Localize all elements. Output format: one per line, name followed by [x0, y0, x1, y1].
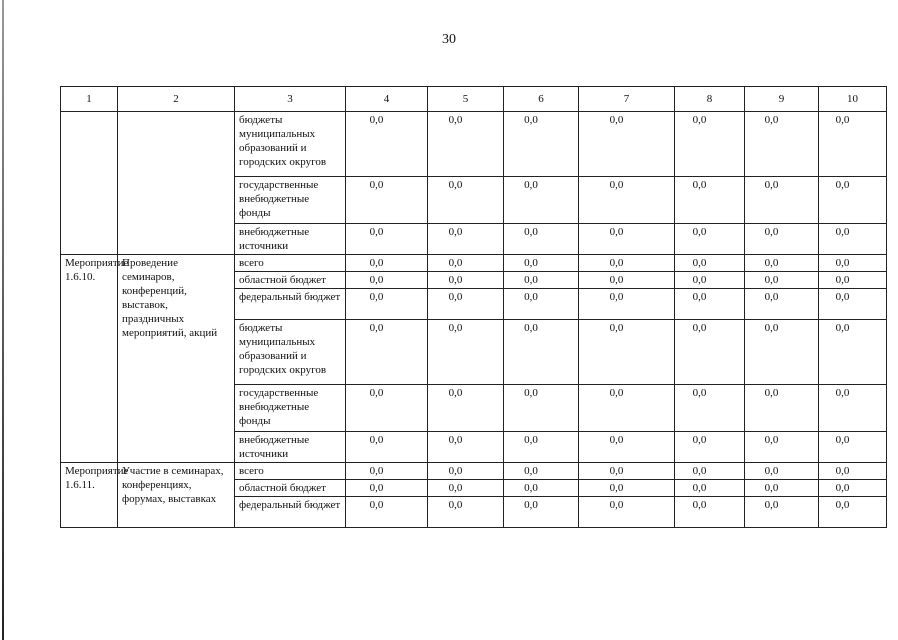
activity-title-cell: Проведение семинаров, конференций, выставок, праздничных мероприятий, акций [118, 255, 235, 463]
value-cell: 0,0 [346, 272, 428, 289]
funding-source: федеральный бюджет [235, 497, 346, 528]
value-cell: 0,0 [675, 112, 745, 177]
funding-source: всего [235, 255, 346, 272]
value-cell: 0,0 [675, 385, 745, 432]
header-cell: 5 [428, 87, 504, 112]
value-cell: 0,0 [579, 224, 675, 255]
value-cell: 0,0 [819, 480, 887, 497]
funding-source: федеральный бюджет [235, 289, 346, 320]
header-cell: 1 [61, 87, 118, 112]
value-cell: 0,0 [579, 497, 675, 528]
funding-source: бюджеты муниципальных образований и городских округов [235, 112, 346, 177]
funding-source: областной бюджет [235, 480, 346, 497]
value-cell: 0,0 [579, 385, 675, 432]
funding-source: государственные внебюджетные фонды [235, 385, 346, 432]
value-cell: 0,0 [745, 255, 819, 272]
header-cell: 4 [346, 87, 428, 112]
header-cell: 7 [579, 87, 675, 112]
value-cell: 0,0 [579, 432, 675, 463]
value-cell: 0,0 [819, 320, 887, 385]
value-cell: 0,0 [346, 255, 428, 272]
value-cell: 0,0 [504, 385, 579, 432]
value-cell: 0,0 [428, 255, 504, 272]
value-cell: 0,0 [819, 289, 887, 320]
funding-source: государственные внебюджетные фонды [235, 177, 346, 224]
value-cell: 0,0 [504, 320, 579, 385]
value-cell: 0,0 [745, 272, 819, 289]
value-cell: 0,0 [428, 480, 504, 497]
activity-code-cell: Мероприятие 1.6.10. [61, 255, 118, 463]
value-cell: 0,0 [346, 497, 428, 528]
value-cell: 0,0 [504, 255, 579, 272]
value-cell: 0,0 [675, 320, 745, 385]
value-cell: 0,0 [819, 385, 887, 432]
value-cell: 0,0 [346, 112, 428, 177]
value-cell: 0,0 [346, 289, 428, 320]
value-cell: 0,0 [346, 480, 428, 497]
activity-code-cell: Мероприятие 1.6.11. [61, 463, 118, 528]
value-cell: 0,0 [675, 463, 745, 480]
value-cell: 0,0 [675, 255, 745, 272]
value-cell: 0,0 [675, 480, 745, 497]
value-cell: 0,0 [579, 289, 675, 320]
page-number: 30 [442, 32, 456, 47]
value-cell: 0,0 [579, 112, 675, 177]
table-header-row [61, 87, 887, 112]
value-cell: 0,0 [745, 224, 819, 255]
value-cell: 0,0 [819, 432, 887, 463]
table-row [61, 255, 887, 272]
value-cell: 0,0 [745, 480, 819, 497]
value-cell: 0,0 [745, 320, 819, 385]
value-cell: 0,0 [675, 432, 745, 463]
value-cell: 0,0 [579, 272, 675, 289]
value-cell: 0,0 [675, 272, 745, 289]
value-cell: 0,0 [675, 289, 745, 320]
table-row [61, 463, 887, 480]
value-cell: 0,0 [675, 177, 745, 224]
value-cell: 0,0 [745, 385, 819, 432]
value-cell: 0,0 [745, 112, 819, 177]
value-cell: 0,0 [745, 177, 819, 224]
activity-code-cell [61, 112, 118, 255]
value-cell: 0,0 [428, 385, 504, 432]
value-cell: 0,0 [819, 224, 887, 255]
value-cell: 0,0 [428, 272, 504, 289]
page-edge-line [2, 0, 4, 640]
value-cell: 0,0 [504, 177, 579, 224]
value-cell: 0,0 [346, 463, 428, 480]
header-cell: 2 [118, 87, 235, 112]
header-cell: 10 [819, 87, 887, 112]
value-cell: 0,0 [504, 272, 579, 289]
value-cell: 0,0 [579, 480, 675, 497]
value-cell: 0,0 [504, 463, 579, 480]
funding-source: внебюджетные источники [235, 432, 346, 463]
header-cell: 3 [235, 87, 346, 112]
value-cell: 0,0 [504, 112, 579, 177]
value-cell: 0,0 [428, 112, 504, 177]
value-cell: 0,0 [346, 224, 428, 255]
value-cell: 0,0 [346, 432, 428, 463]
value-cell: 0,0 [346, 177, 428, 224]
value-cell: 0,0 [745, 497, 819, 528]
value-cell: 0,0 [504, 497, 579, 528]
value-cell: 0,0 [745, 432, 819, 463]
value-cell: 0,0 [346, 385, 428, 432]
activity-title-cell: Участие в семинарах, конференциях, форумах, выставках [118, 463, 235, 528]
value-cell: 0,0 [428, 320, 504, 385]
value-cell: 0,0 [819, 497, 887, 528]
budget-table [60, 86, 887, 528]
value-cell: 0,0 [819, 177, 887, 224]
funding-source: всего [235, 463, 346, 480]
value-cell: 0,0 [428, 432, 504, 463]
value-cell: 0,0 [428, 177, 504, 224]
header-cell: 9 [745, 87, 819, 112]
value-cell: 0,0 [346, 320, 428, 385]
funding-source: областной бюджет [235, 272, 346, 289]
value-cell: 0,0 [428, 497, 504, 528]
value-cell: 0,0 [819, 255, 887, 272]
value-cell: 0,0 [675, 497, 745, 528]
value-cell: 0,0 [504, 289, 579, 320]
value-cell: 0,0 [504, 432, 579, 463]
activity-title-cell [118, 112, 235, 255]
value-cell: 0,0 [504, 480, 579, 497]
value-cell: 0,0 [428, 224, 504, 255]
value-cell: 0,0 [504, 224, 579, 255]
table-row [61, 112, 887, 177]
header-cell: 6 [504, 87, 579, 112]
value-cell: 0,0 [745, 463, 819, 480]
value-cell: 0,0 [819, 272, 887, 289]
value-cell: 0,0 [428, 289, 504, 320]
value-cell: 0,0 [819, 463, 887, 480]
value-cell: 0,0 [745, 289, 819, 320]
funding-source: бюджеты муниципальных образований и городских округов [235, 320, 346, 385]
value-cell: 0,0 [579, 463, 675, 480]
value-cell: 0,0 [579, 320, 675, 385]
value-cell: 0,0 [428, 463, 504, 480]
value-cell: 0,0 [579, 255, 675, 272]
header-cell: 8 [675, 87, 745, 112]
value-cell: 0,0 [675, 224, 745, 255]
value-cell: 0,0 [579, 177, 675, 224]
funding-source: внебюджетные источники [235, 224, 346, 255]
value-cell: 0,0 [819, 112, 887, 177]
